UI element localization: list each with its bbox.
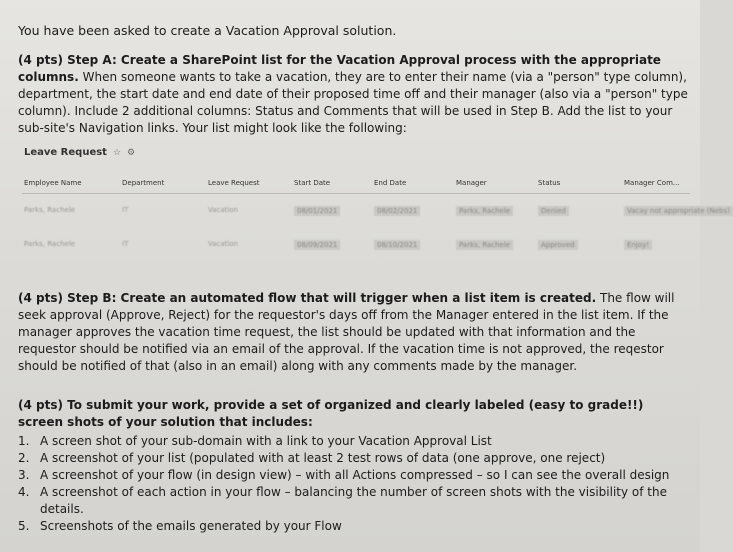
column-header[interactable]: Status	[538, 179, 561, 187]
table-cell: Parks, Rachele	[456, 240, 513, 250]
list-title-bar	[24, 147, 135, 158]
column-header[interactable]: Manager Com...	[624, 179, 680, 187]
table-cell: IT	[122, 206, 129, 214]
step-b-section	[18, 290, 690, 375]
item-text: A screenshot of your list (populated with at least 2 test rows of data (one approve, one reject)	[40, 451, 606, 465]
table-cell: Approved	[538, 240, 578, 250]
list-item	[18, 467, 690, 484]
star-icon: ☆	[112, 147, 122, 158]
table-cell: Vacay not appropriate (Nebs)	[624, 206, 733, 216]
step-a-section	[18, 52, 690, 137]
table-cell: IT	[122, 240, 129, 248]
table-cell: 08/10/2021	[374, 240, 420, 250]
submission-list	[18, 433, 690, 535]
table-cell: Parks, Rachele	[24, 206, 76, 214]
table-header-row	[22, 176, 690, 194]
list-table	[22, 176, 730, 262]
table-cell: Denied	[538, 206, 569, 216]
list-item	[18, 450, 690, 467]
submit-section	[18, 397, 690, 535]
item-text: A screenshot of your flow (in design view) – with all Actions compressed – so I can see the overall design	[40, 468, 670, 482]
table-cell: Vacation	[208, 206, 239, 214]
item-text: Screenshots of the emails generated by your Flow	[40, 519, 342, 533]
step-a-heading: (4 pts) Step A: Create a SharePoint list for the Vacation Approval process with the appropriate columns.	[18, 53, 661, 84]
item-number: 5.	[18, 519, 30, 533]
step-a-body: When someone wants to take a vacation, they are to enter their name (via a "person" type column), department, the start date and end date of their proposed time off and their manager (also via a "person" type column). Include 2 additional columns: Status and Comments that will be used in Step B. Add the list to your sub-site's Navigation links. Your list might look like the following:	[18, 70, 688, 135]
table-row[interactable]	[22, 236, 690, 262]
item-number: 2.	[18, 451, 30, 465]
table-cell: 08/02/2021	[374, 206, 420, 216]
item-text: A screenshot of each action in your flow – balancing the number of screen shots with the visibility of the details.	[40, 485, 667, 516]
list-title: Leave Request	[24, 147, 107, 158]
list-item	[18, 484, 690, 518]
column-header[interactable]: Start Date	[294, 179, 331, 187]
table-cell: Parks, Rachele	[456, 206, 513, 216]
table-row[interactable]	[22, 202, 730, 228]
table-cell: Vacation	[208, 240, 239, 248]
step-b-heading: (4 pts) Step B: Create an automated flow that will trigger when a list item is created.	[18, 291, 597, 305]
table-cell: 08/09/2021	[294, 240, 340, 250]
intro-text: You have been asked to create a Vacation Approval solution.	[18, 23, 397, 38]
step-b-body: The flow will seek approval (Approve, Reject) for the requestor's days off from the Manager entered in the list item. If the manager approves the vacation time request, the list should be updated with that information and the requestor should be notified via an email of the approval. If the vacation time is not approved, the reqestor should be notified of that (also in an email) along with any comments made by the manager.	[18, 291, 675, 373]
column-header[interactable]: End Date	[374, 179, 407, 187]
submit-heading: (4 pts) To submit your work, provide a set of organized and clearly labeled (easy to grade!!) screen shots of your solution that includes:	[18, 398, 644, 429]
column-header[interactable]: Department	[122, 179, 165, 187]
list-item	[18, 518, 690, 535]
list-item	[18, 433, 690, 450]
item-text: A screen shot of your sub-domain with a link to your Vacation Approval List	[40, 434, 492, 448]
table-cell: Parks, Rachele	[24, 240, 76, 248]
item-number: 4.	[18, 485, 30, 499]
column-header[interactable]: Leave Request	[208, 179, 260, 187]
table-cell: 08/01/2021	[294, 206, 340, 216]
settings-icon: ⚙	[127, 147, 136, 158]
column-header[interactable]: Employee Name	[24, 179, 82, 187]
table-cell: Enjoy!	[624, 240, 652, 250]
item-number: 3.	[18, 468, 30, 482]
item-number: 1.	[18, 434, 30, 448]
column-header[interactable]: Manager	[456, 179, 487, 187]
